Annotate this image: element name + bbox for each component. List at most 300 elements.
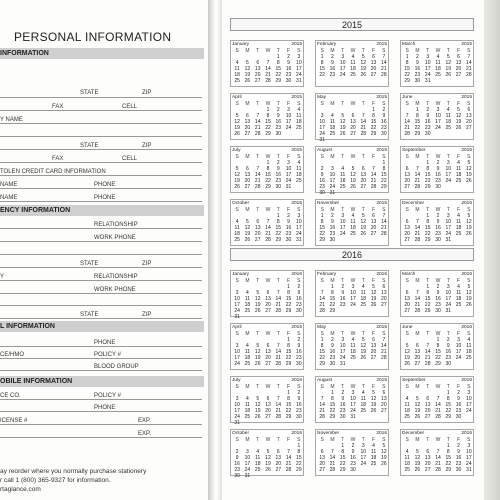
month-name: May [317,325,327,330]
day-cell: 27 [466,125,472,131]
month-year: 2015 [376,42,387,47]
day-cell: 26 [360,355,367,361]
day-cell: 14 [254,119,261,125]
day-cell: 30 [296,308,302,314]
write-line[interactable] [0,305,202,306]
weekday-label: S [405,154,409,160]
weekday-label: T [446,101,450,107]
weekday-label: M [330,207,335,213]
day-cell: 5 [457,107,460,113]
day-cell: 28 [404,131,410,137]
day-cell: 11 [466,343,472,349]
day-cell: 12 [254,349,261,355]
month-april-2015 [230,93,304,140]
day-cell: 23 [319,184,325,190]
weekday-label: S [382,384,386,390]
day-cell: 23 [234,467,240,473]
day-cell: 11 [350,219,356,225]
day-cell: 10 [234,296,240,302]
day-cell: 29 [285,414,292,420]
day-cell: 25 [455,302,462,308]
day-cell: 11 [340,172,346,178]
day-cell [433,131,443,137]
write-line[interactable] [0,201,202,202]
day-cell: 25 [350,355,356,361]
day-cell: 9 [235,455,239,461]
write-line[interactable] [0,228,202,229]
weekday-label: T [341,384,345,390]
month-may-2016 [315,323,389,370]
month-july-2016 [230,376,304,426]
day-cell: 3 [446,160,450,166]
day-cell: 14 [424,349,431,355]
weekday-label: S [405,278,409,284]
day-cell: 2 [457,390,460,396]
day-cell: 1 [382,160,386,166]
day-cell: 11 [435,60,441,66]
day-cell: 28 [435,467,441,473]
day-cell: 28 [414,308,421,314]
day-cell: 20 [265,302,271,308]
day-cell: 11 [350,60,356,66]
month-name: August [317,148,332,153]
day-cell: 10 [350,396,356,402]
day-cell: 6 [351,113,355,119]
day-cell: 1 [276,213,280,219]
write-line[interactable] [0,188,202,189]
day-cell: 4 [372,443,375,449]
day-cell: 6 [266,343,270,349]
day-cell: 10 [296,60,302,66]
day-cell: 17 [234,408,240,414]
write-line[interactable] [0,267,202,268]
day-cell: 12 [466,290,472,296]
day-cell: 23 [455,408,462,414]
weekday-label: W [265,437,271,443]
day-cell: 18 [244,408,251,414]
day-cell: 26 [370,302,377,308]
day-cell: 16 [381,119,387,125]
weekday-label: W [350,437,356,443]
write-line[interactable] [0,318,202,319]
field-label: RELATIONSHIP [94,274,138,280]
day-cell: 17 [296,66,302,72]
day-cell: 25 [455,178,462,184]
day-cell: 24 [360,461,367,467]
day-cell: 20 [404,231,410,237]
day-cell: 13 [381,290,387,296]
day-cell [464,184,474,190]
write-line[interactable] [0,437,202,438]
day-cell: 9 [297,290,301,296]
weekday-label: T [446,48,450,54]
day-cell: 13 [254,225,261,231]
day-cell [273,314,283,320]
day-cell [273,473,283,479]
day-cell: 14 [414,225,421,231]
weekday-label: T [361,207,365,213]
day-grid [402,437,474,473]
day-cell: 6 [467,107,471,113]
weekday-label: F [372,154,376,160]
day-cell: 27 [404,308,410,314]
write-line[interactable] [0,123,202,124]
field-label: Y [0,274,5,280]
write-line[interactable] [0,254,202,255]
day-cell: 5 [256,396,260,402]
day-cell: 15 [285,402,292,408]
day-cell: 24 [234,361,240,367]
day-cell: 14 [466,60,472,66]
month-year: 2015 [376,201,387,206]
day-cell: 30 [435,308,441,314]
day-cell: 11 [350,343,356,349]
day-cell [348,308,358,314]
day-cell: 23 [329,72,336,78]
write-line[interactable] [0,293,202,294]
day-cell: 29 [445,467,452,473]
day-cell: 19 [445,66,452,72]
day-cell: 13 [360,172,367,178]
day-cell: 19 [370,296,377,302]
day-cell: 15 [445,402,452,408]
write-line[interactable] [0,358,202,359]
day-cell: 4 [457,160,460,166]
day-grid [402,331,474,367]
day-cell: 6 [246,166,249,172]
day-cell: 29 [285,361,292,367]
day-cell: 1 [320,337,324,343]
day-cell: 3 [320,113,324,119]
write-line[interactable] [0,424,202,425]
month-name: September [402,148,426,153]
day-cell: 29 [296,467,302,473]
day-cell: 12 [445,60,452,66]
day-cell: 6 [457,54,460,60]
day-cell: 21 [254,125,261,131]
day-cell: 17 [466,455,472,461]
personal-information-page [0,0,208,500]
weekday-label: S [467,207,471,213]
day-cell: 5 [361,54,365,60]
day-cell: 26 [466,178,472,184]
day-cell: 4 [446,107,450,113]
day-cell: 21 [381,225,387,231]
day-cell: 29 [329,414,336,420]
day-cell: 26 [381,461,387,467]
day-cell: 6 [382,284,386,290]
day-cell: 15 [414,119,421,125]
weekday-label: W [265,384,271,390]
day-cell: 2 [276,160,280,166]
day-cell: 19 [265,461,271,467]
day-cell: 28 [265,78,271,84]
day-cell: 17 [329,178,336,184]
write-line[interactable] [0,97,202,98]
field-label: CELL [122,156,138,162]
day-cell: 13 [254,66,261,72]
weekday-label: S [467,384,471,390]
write-line[interactable] [0,399,202,400]
day-cell: 21 [381,66,387,72]
weekday-label: F [457,331,461,337]
day-cell: 3 [446,284,450,290]
weekday-label: T [276,437,280,443]
weekday-label: F [287,154,291,160]
day-cell: 1 [320,54,324,60]
day-cell: 8 [320,219,324,225]
day-cell: 15 [285,296,292,302]
day-grid [317,384,389,420]
write-line[interactable] [0,411,202,412]
day-cell: 25 [296,178,302,184]
write-line[interactable] [0,162,202,163]
month-header [231,147,303,154]
day-cell: 10 [234,402,240,408]
day-cell: 2 [341,284,345,290]
day-cell: 21 [275,408,282,414]
day-cell: 12 [414,455,421,461]
day-cell: 12 [455,113,462,119]
day-cell: 31 [234,314,240,320]
day-cell: 17 [319,125,325,131]
day-grid [232,154,304,190]
day-grid [402,154,474,190]
day-cell: 20 [254,72,261,78]
day-cell: 19 [234,178,240,184]
day-cell: 18 [234,72,240,78]
month-january-2015 [230,40,304,87]
day-cell: 22 [381,178,387,184]
day-cell: 8 [426,219,430,225]
field-label: CE/HMO [0,352,24,358]
day-cell: 15 [265,119,271,125]
weekday-label: T [361,437,365,443]
month-name: December [402,201,425,206]
day-cell: 15 [275,66,282,72]
day-cell: 30 [424,131,431,137]
day-cell: 4 [467,337,471,343]
write-line[interactable] [0,136,202,137]
day-cell: 8 [266,166,270,172]
day-cell: 16 [285,66,292,72]
day-cell: 30 [275,131,282,137]
weekday-label: F [287,48,291,54]
day-cell: 5 [467,160,471,166]
week-row [402,361,474,367]
section-header-personal: INFORMATION [0,48,204,59]
day-cell: 18 [435,66,441,72]
weekday-label: T [361,48,365,54]
day-cell [464,361,474,367]
day-cell: 7 [276,343,280,349]
day-cell: 6 [266,290,270,296]
month-header [401,430,473,437]
day-cell: 6 [361,166,365,172]
day-cell: 9 [276,166,280,172]
day-cell: 27 [404,237,410,243]
day-cell: 8 [276,60,280,66]
write-line[interactable] [0,241,202,242]
day-cell: 9 [351,449,355,455]
weekday-label: M [415,384,420,390]
field-label: Y NAME [0,117,23,123]
day-cell: 13 [370,343,377,349]
field-label: POLICY # [94,352,121,358]
day-cell: 17 [244,461,251,467]
weekday-label: T [256,48,260,54]
month-year: 2016 [376,272,387,277]
field-label: FAX [52,156,64,162]
week-row [402,467,474,473]
day-cell: 2 [457,443,460,449]
weekday-label: M [415,331,420,337]
weekday-label: M [245,207,250,213]
day-cell: 30 [435,184,441,190]
weekday-label: S [297,331,301,337]
day-cell: 17 [296,225,302,231]
day-cell: 11 [404,455,410,461]
day-cell [379,414,389,420]
day-cell [358,414,368,420]
day-cell: 5 [361,337,365,343]
month-header [401,200,473,207]
weekday-label: W [350,154,356,160]
day-cell: 9 [382,113,386,119]
write-line[interactable] [0,346,202,347]
field-label: STATE [80,312,99,318]
day-cell [348,190,358,196]
day-cell: 3 [297,54,301,60]
day-cell: 16 [319,178,325,184]
weekday-label: S [320,48,324,54]
day-cell: 25 [404,467,410,473]
day-cell [283,473,293,479]
month-year: 2016 [291,325,302,330]
day-cell: 15 [435,349,441,355]
day-cell: 11 [296,166,302,172]
week-row [317,190,389,196]
write-line[interactable] [0,175,202,176]
day-cell: 20 [275,461,282,467]
day-cell: 18 [244,355,251,361]
week-row [402,131,474,137]
day-grid [402,101,474,137]
day-cell: 19 [455,119,462,125]
day-cell: 27 [350,131,356,137]
day-cell: 26 [339,131,346,137]
day-cell: 20 [466,119,472,125]
day-cell: 3 [351,284,355,290]
day-cell: 21 [370,178,377,184]
month-name: January [232,272,250,277]
day-grid [317,154,389,196]
day-cell: 15 [296,455,302,461]
day-cell: 16 [296,349,302,355]
field-label: PHONE [94,405,116,411]
day-cell: 5 [372,390,375,396]
week-row [402,414,474,420]
field-label: ZIP [142,90,152,96]
day-cell: 1 [331,390,334,396]
day-cell: 16 [329,225,336,231]
day-cell: 23 [275,178,282,184]
month-november-2015 [315,199,389,246]
day-cell: 18 [254,461,261,467]
day-cell: 8 [331,290,334,296]
month-year: 2015 [291,148,302,153]
day-cell: 10 [445,219,452,225]
day-cell: 3 [446,213,450,219]
day-cell: 20 [244,178,251,184]
weekday-label: W [350,384,356,390]
weekday-label: T [361,331,365,337]
month-year: 2015 [461,42,472,47]
weekday-label: S [320,207,324,213]
day-cell: 3 [361,443,365,449]
weekday-label: M [330,437,335,443]
day-cell: 13 [455,60,462,66]
day-cell: 30 [329,237,336,243]
day-cell [453,131,463,137]
write-line[interactable] [0,110,202,111]
day-cell: 17 [285,119,292,125]
day-cell: 10 [466,449,472,455]
weekday-label: T [276,207,280,213]
day-cell: 24 [339,231,346,237]
write-line[interactable] [0,149,202,150]
day-cell: 16 [435,172,441,178]
day-cell: 2 [426,107,430,113]
day-cell [358,308,368,314]
weekday-label: T [276,48,280,54]
day-cell: 26 [254,308,261,314]
day-cell: 13 [265,296,271,302]
day-cell: 8 [405,60,409,66]
day-cell [379,237,389,243]
day-cell: 3 [297,213,301,219]
month-name: June [402,325,413,330]
day-cell: 13 [350,119,356,125]
write-line[interactable] [0,370,202,371]
day-cell: 20 [360,178,367,184]
day-cell: 9 [426,113,430,119]
write-line[interactable] [0,280,202,281]
weekday-label: S [297,278,301,284]
month-july-2015 [230,146,304,193]
month-name: July [232,378,241,383]
day-cell: 16 [414,66,421,72]
weekday-label: F [372,278,376,284]
day-cell: 3 [351,390,355,396]
weekday-label: M [415,48,420,54]
day-grid [232,331,304,367]
day-cell: 9 [457,396,460,402]
day-cell: 17 [350,296,356,302]
day-cell: 24 [350,408,356,414]
week-row [317,237,389,243]
week-row [317,72,389,78]
day-cell: 14 [265,66,271,72]
day-cell: 22 [370,125,377,131]
day-cell: 11 [244,402,251,408]
day-cell: 24 [285,125,292,131]
day-cell: 25 [360,408,367,414]
weekday-label: F [287,437,291,443]
week-row [232,131,304,137]
field-label: NAME [0,195,18,201]
month-year: 2016 [461,272,472,277]
